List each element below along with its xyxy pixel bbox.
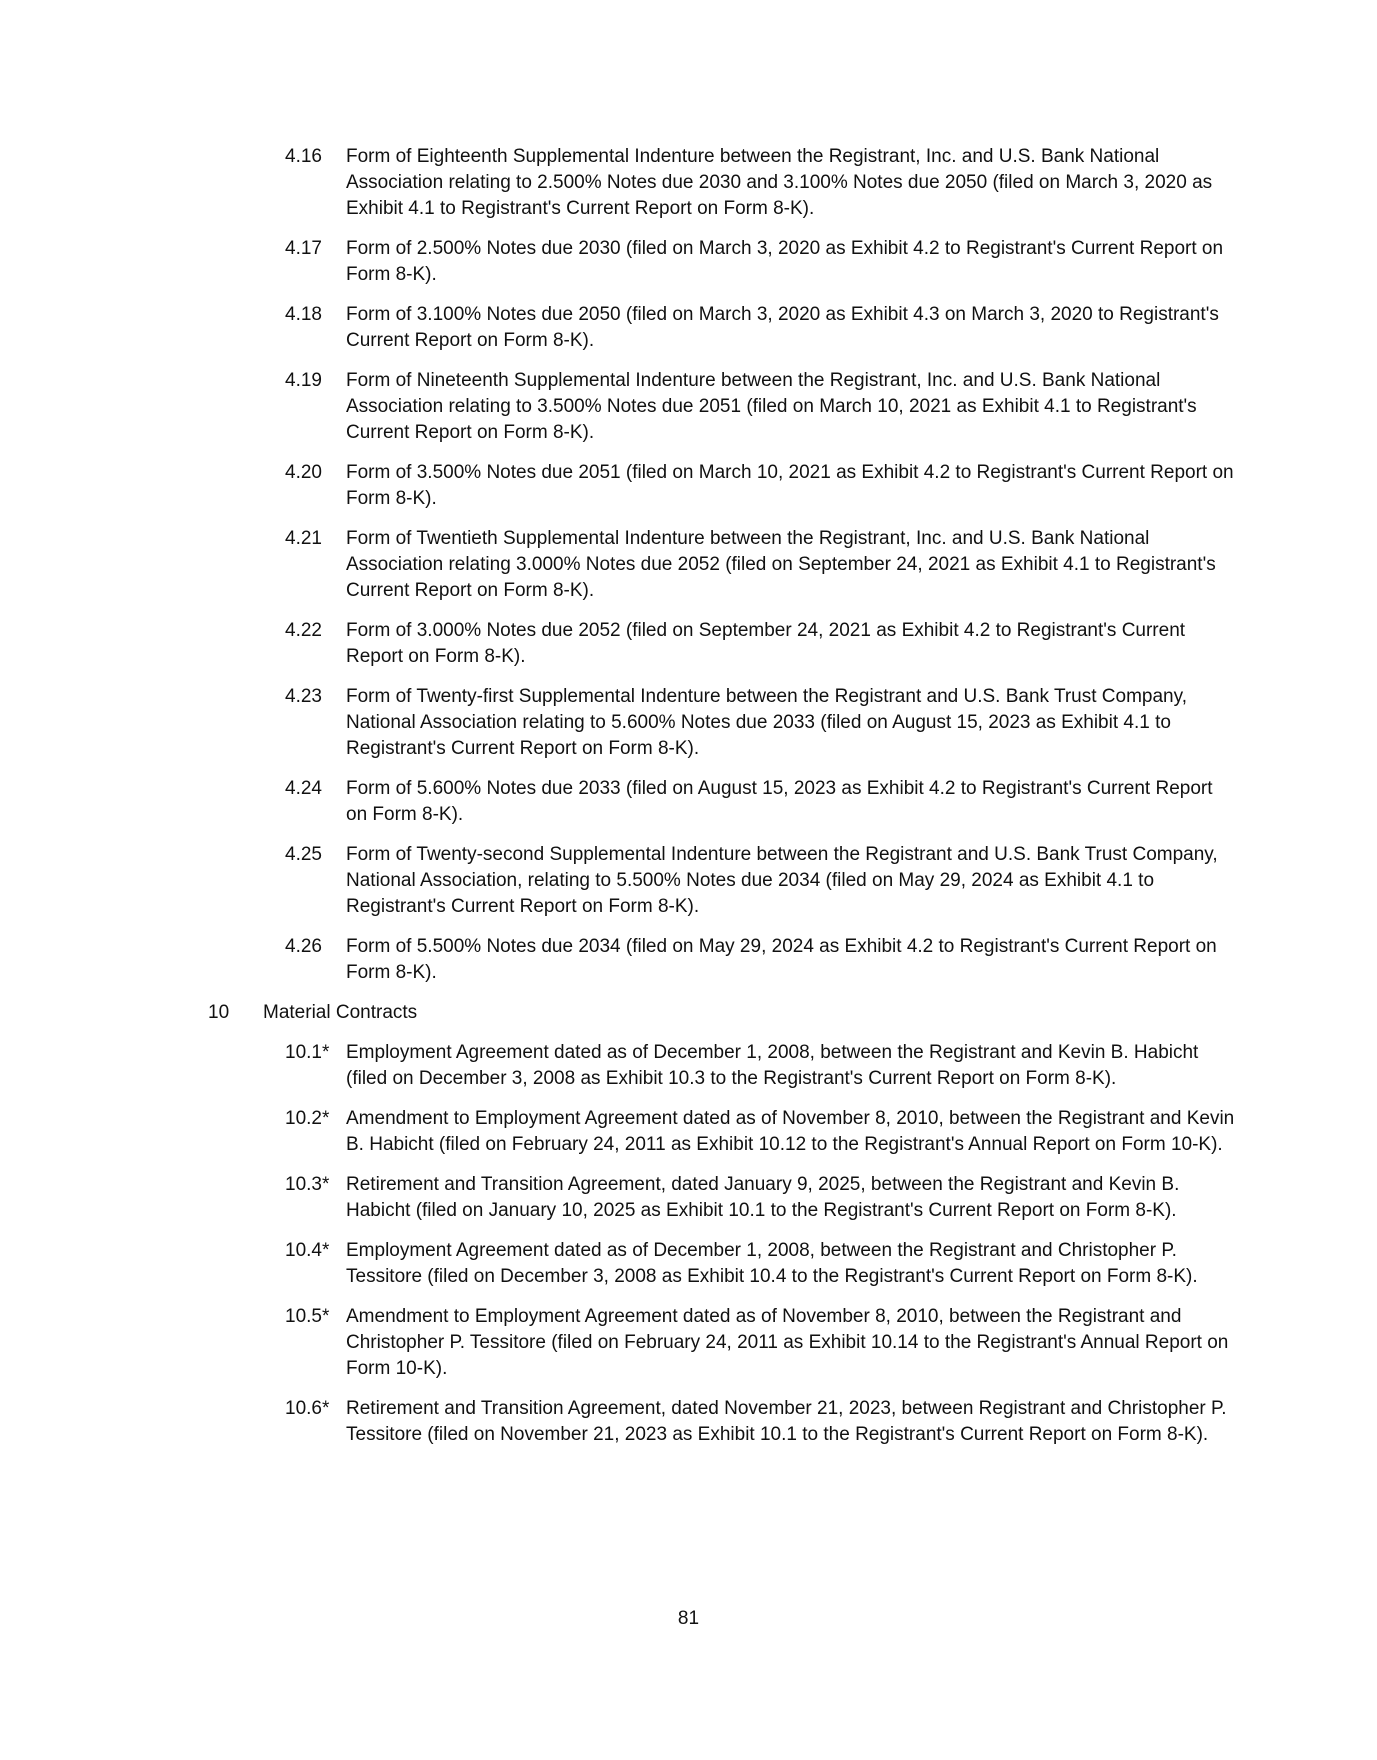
exhibit-entry-4-24 (0, 776, 1377, 828)
exhibit-description: Form of Nineteenth Supplemental Indenture between the Registrant, Inc. and U.S. Bank National Association relating to 3.500% Notes due 2051 (filed on March 10, 2021 as Exhibit 4.1 to Registrant's Current Report on Form 8-K). (346, 370, 1197, 443)
exhibit-description: Form of Twenty-second Supplemental Indenture between the Registrant and U.S. Bank Trust Company, National Association, relating to 5.500% Notes due 2034 (filed on May 29, 2024 as Exhibit 4.1 to Registrant's Current Report on Form 8-K). (346, 844, 1218, 917)
exhibit-number: 10.5* (285, 1306, 330, 1327)
exhibit-description: Form of 5.600% Notes due 2033 (filed on August 15, 2023 as Exhibit 4.2 to Registrant's Current Report on Form 8-K). (346, 778, 1213, 825)
exhibit-description: Form of Twenty-first Supplemental Indenture between the Registrant and U.S. Bank Trust Company, National Association relating to 5.600% Notes due 2033 (filed on August 15, 2023 as Exhibit 4.1 to Registrant's Current Report on Form 8-K). (346, 686, 1187, 759)
exhibit-entry-4-23 (0, 684, 1377, 762)
exhibit-description: Retirement and Transition Agreement, dated November 21, 2023, between Registrant and Christopher P. Tessitore (filed on November 21, 2023 as Exhibit 10.1 to the Registrant's Current Report on Form 8-K). (346, 1398, 1227, 1445)
exhibit-entry-4-18 (0, 302, 1377, 354)
exhibit-entry-10-4 (0, 1238, 1377, 1290)
exhibit-description: Retirement and Transition Agreement, dated January 9, 2025, between the Registrant and Kevin B. Habicht (filed on January 10, 2025 as Exhibit 10.1 to the Registrant's Current Report on Form 8-K). (346, 1174, 1180, 1221)
exhibit-number: 4.25 (285, 844, 322, 865)
exhibit-number: 4.22 (285, 620, 322, 641)
exhibit-number: 4.23 (285, 686, 322, 707)
exhibit-entry-10-6 (0, 1396, 1377, 1448)
exhibit-entry-10-5 (0, 1304, 1377, 1382)
exhibit-description: Form of Eighteenth Supplemental Indenture between the Registrant, Inc. and U.S. Bank National Association relating to 2.500% Notes due 2030 and 3.100% Notes due 2050 (filed on March 3, 2020 as Exhibit 4.1 to Registrant's Current Report on Form 8-K). (346, 146, 1213, 219)
exhibit-entry-4-22 (0, 618, 1377, 670)
exhibit-entry-10-2 (0, 1106, 1377, 1158)
exhibit-description: Employment Agreement dated as of December 1, 2008, between the Registrant and Christopher P. Tessitore (filed on December 3, 2008 as Exhibit 10.4 to the Registrant's Current Report on Form 8-K). (346, 1240, 1198, 1287)
exhibit-description: Form of 3.100% Notes due 2050 (filed on March 3, 2020 as Exhibit 4.3 on March 3, 2020 to Registrant's Current Report on Form 8-K). (346, 304, 1219, 351)
section-heading-material-contracts (0, 1000, 1377, 1026)
exhibit-list (0, 144, 1377, 1462)
exhibit-description: Form of Twentieth Supplemental Indenture between the Registrant, Inc. and U.S. Bank National Association relating 3.000% Notes due 2052 (filed on September 24, 2021 as Exhibit 4.1 to Registrant's Current Report on Form 8-K). (346, 528, 1216, 601)
exhibit-number: 10.4* (285, 1240, 330, 1261)
exhibit-number: 4.18 (285, 304, 322, 325)
exhibit-entry-4-20 (0, 460, 1377, 512)
exhibit-entry-4-17 (0, 236, 1377, 288)
exhibit-description: Form of 5.500% Notes due 2034 (filed on May 29, 2024 as Exhibit 4.2 to Registrant's Current Report on Form 8-K). (346, 936, 1217, 983)
exhibit-number: 4.21 (285, 528, 322, 549)
exhibit-entry-10-3 (0, 1172, 1377, 1224)
exhibit-description: Employment Agreement dated as of December 1, 2008, between the Registrant and Kevin B. Habicht (filed on December 3, 2008 as Exhibit 10.3 to the Registrant's Current Report on Form 8-K). (346, 1042, 1199, 1089)
exhibit-number: 4.26 (285, 936, 322, 957)
exhibit-number: 10.1* (285, 1042, 330, 1063)
section-number: 10 (208, 1002, 230, 1023)
exhibit-number: 10.6* (285, 1398, 330, 1419)
exhibit-entry-4-19 (0, 368, 1377, 446)
exhibit-entry-4-26 (0, 934, 1377, 986)
exhibit-number: 4.16 (285, 146, 322, 167)
exhibit-number: 4.19 (285, 370, 322, 391)
section-title: Material Contracts (263, 1002, 418, 1023)
exhibit-entry-10-1 (0, 1040, 1377, 1092)
exhibit-number: 10.3* (285, 1174, 330, 1195)
exhibit-description: Amendment to Employment Agreement dated as of November 8, 2010, between the Registrant and Christopher P. Tessitore (filed on February 24, 2011 as Exhibit 10.14 to the Registrant's Annual Report on Form 10-K). (346, 1306, 1229, 1379)
exhibit-description: Form of 3.500% Notes due 2051 (filed on March 10, 2021 as Exhibit 4.2 to Registrant's Current Report on Form 8-K). (346, 462, 1234, 509)
exhibit-description: Form of 2.500% Notes due 2030 (filed on March 3, 2020 as Exhibit 4.2 to Registrant's Current Report on Form 8-K). (346, 238, 1224, 285)
exhibit-description: Form of 3.000% Notes due 2052 (filed on September 24, 2021 as Exhibit 4.2 to Registrant's Current Report on Form 8-K). (346, 620, 1186, 667)
exhibit-entry-4-25 (0, 842, 1377, 920)
page-number: 81 (677, 1608, 700, 1629)
exhibit-number: 4.24 (285, 778, 322, 799)
exhibit-number: 10.2* (285, 1108, 330, 1129)
exhibit-number: 4.17 (285, 238, 322, 259)
exhibit-entry-4-16 (0, 144, 1377, 222)
exhibit-entry-4-21 (0, 526, 1377, 604)
exhibit-description: Amendment to Employment Agreement dated as of November 8, 2010, between the Registrant and Kevin B. Habicht (filed on February 24, 2011 as Exhibit 10.12 to the Registrant's Annual Report on Form 10-K). (346, 1108, 1235, 1155)
exhibit-number: 4.20 (285, 462, 322, 483)
